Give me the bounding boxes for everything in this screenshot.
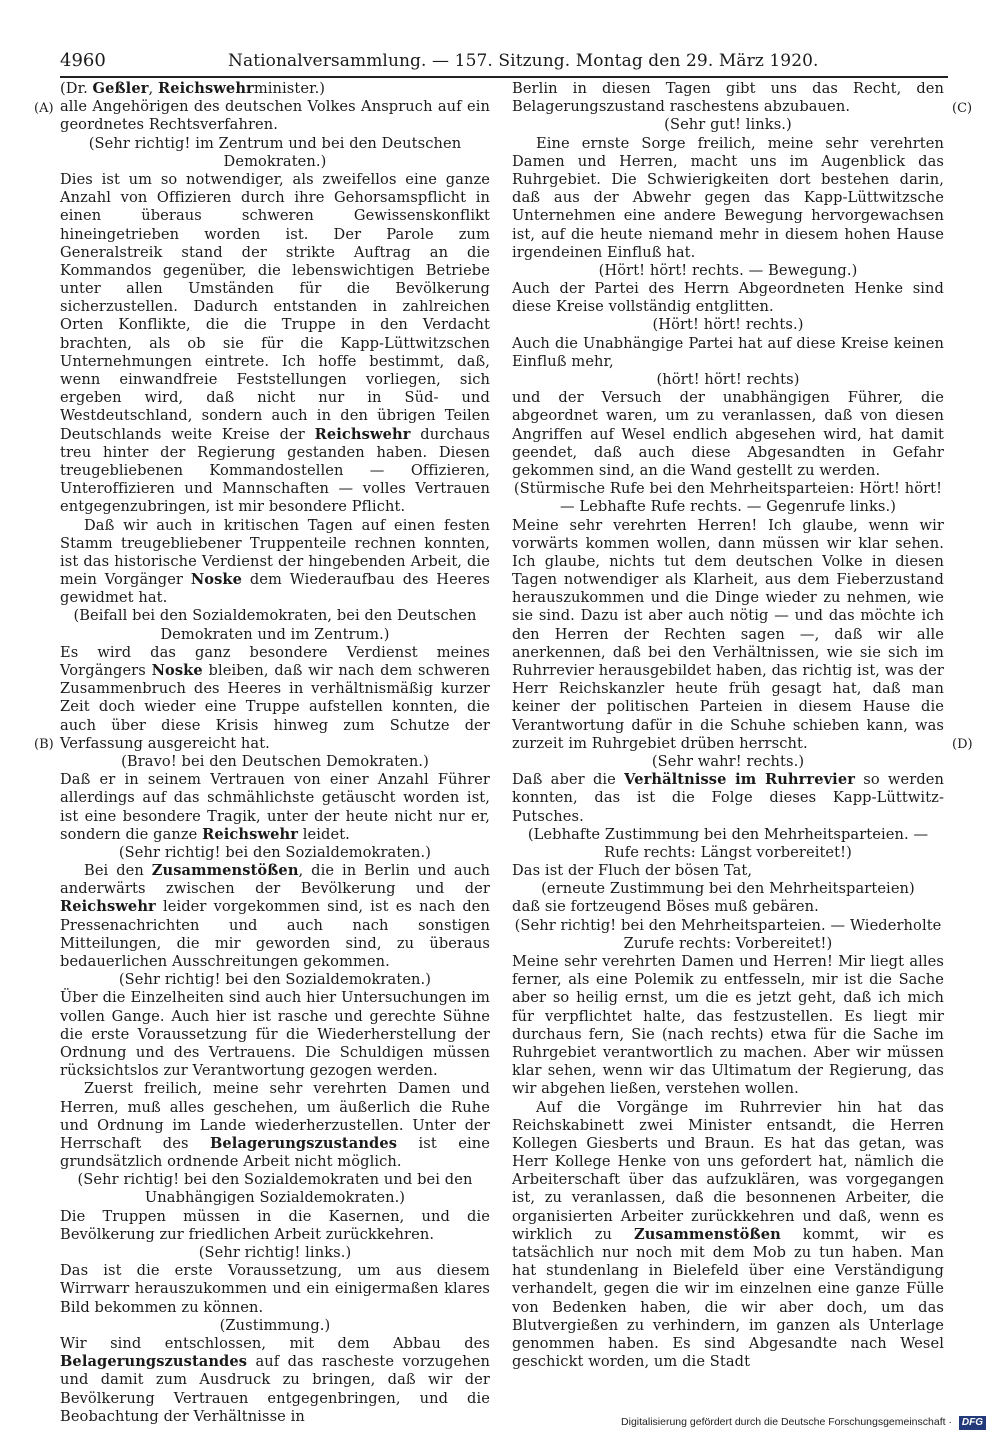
- quotation: daß sie fortzeugend Böses muß gebären.: [512, 898, 819, 916]
- credit-text: Digitalisierung gefördert durch die Deutsche Forschungsgemeinschaft: [621, 1416, 946, 1428]
- speaker-label: (Dr. Geßler, Reichswehrminister.): [60, 80, 326, 97]
- interjection: (Zustimmung.): [219, 1316, 331, 1334]
- paragraph: Über die Einzelheiten sind auch hier Untersuchungen im vollen Gange. Auch hier ist rasche und gerechte Sühne die erste Voraussetzung für die Wiederherstellung der Ordnung und des Vertrauens. Die Schuldigen müssen rücksichtslos zur Verantwortung gezogen werden.: [60, 989, 490, 1080]
- interjection: (hört! hört! rechts): [656, 371, 800, 388]
- header-rule: [60, 76, 948, 78]
- quotation: Das ist der Fluch der bösen Tat,: [512, 862, 753, 880]
- interjection: (Sehr richtig! bei den Mehrheitsparteien. — Wiederholte Zurufe rechts: Vorbereitet!): [514, 916, 942, 952]
- paragraph: Daß er in seinem Vertrauen von einer Anzahl Führer allerdings auf das schmählichste getäuscht worden ist, ist eine besondere Tragik, unter der heute nicht nur er, sondern die ganze Reichswehr leidet.: [60, 771, 490, 843]
- interjection: (Sehr wahr! rechts.): [651, 752, 805, 770]
- paragraph: Es wird das ganz besondere Verdienst meines Vorgängers Noske bleiben, daß wir nach dem schweren Zusammenbruch des Heeres in verhältnismäßig kurzer Zeit doch wieder eine Truppe aufstellen konnten, die auch über diese Krisis hinweg zum Schutze der Verfassung ausgereicht hat.: [60, 643, 490, 752]
- paragraph: Wir sind entschlossen, mit dem Abbau des Belagerungszustandes auf das rascheste vorzugehen und damit zum Ausdruck zu bringen, daß wir der Bevölkerung Vertrauen entgegenbringen, und die Beobachtung der Verhältnisse in: [60, 1334, 490, 1425]
- margin-marker-b: (B): [34, 737, 54, 752]
- margin-marker-a: (A): [34, 101, 54, 116]
- interjection: (Hört! hört! rechts. — Bewegung.): [598, 261, 858, 279]
- interjection: (Hört! hört! rechts.): [652, 316, 804, 334]
- paragraph: und der Versuch der unabhängigen Führer, die abgeordnet waren, um zu veranlassen, daß von diesen Angriffen auf Wesel endlich abgesehen wird, hat damit geendet, daß auch diese Abgesandten in Gefahr gekommen sind, an die Wand gestellt zu werden.: [512, 389, 944, 479]
- paragraph: Eine ernste Sorge freilich, meine sehr verehrten Damen und Herren, macht uns im Augenblick das Ruhrgebiet. Die Schwierigkeiten dort bestehen darin, daß aus der Abwehr gegen das Kapp-Lüttwitzsche Unternehmen eine andere Bewegung hervorgewachsen ist, auf die heute niemand mehr in diesem hohen Hause irgendeinen Einfluß hat.: [512, 134, 944, 261]
- interjection: (Sehr gut! links.): [664, 116, 792, 134]
- paragraph: Meine sehr verehrten Herren! Ich glaube, wenn wir vorwärts kommen wollen, dann müssen wir klar sehen. Ich glaube, nichts tut dem deutschen Volke in diesen Tagen notwendiger als Klarheit, aus dem Fieberzustand herauszukommen und die Dinge wieder zu nehmen, wie sie sind. Dazu ist aber auch nötig — und das möchte ich den Herren der Rechten sagen —, daß wir alle anerkennen, daß bei den Verhältnissen, wie sie sich im Ruhrrevier herausgebildet haben, das richtig ist, was der Herr Reichskanzler heute früh gesagt hat, daß man keiner der politischen Parteien in diesem Hause die Verantwortung dafür in die Schuhe schieben kann, was zurzeit im Ruhrgebiet drüben herrscht.: [512, 516, 944, 752]
- margin-marker-c: (C): [952, 101, 973, 116]
- paragraph: Die Truppen müssen in die Kasernen, und die Bevölkerung zur friedlichen Arbeit zurückkehren.: [60, 1207, 490, 1243]
- interjection: (Sehr richtig! bei den Sozialdemokraten.): [118, 971, 432, 989]
- paragraph: alle Angehörigen des deutschen Volkes Anspruch auf ein geordnetes Rechtsverfahren.: [60, 98, 490, 134]
- interjection: (Sehr richtig! im Zentrum und bei den Deutschen Demokraten.): [88, 134, 462, 170]
- digitization-credit: Digitalisierung gefördert durch die Deutsche Forschungsgemeinschaft · DFG: [621, 1414, 986, 1430]
- interjection: (Bravo! bei den Deutschen Demokraten.): [121, 752, 429, 770]
- paragraph: Daß wir auch in kritischen Tagen auf einen festen Stamm treugebliebener Truppenteile rechnen konnten, ist das historische Verdienst der hingebenden Arbeit, die mein Vorgänger Noske dem Wiederaufbau des Heeres gewidmet hat.: [60, 516, 490, 607]
- interjection: (Sehr richtig! links.): [198, 1244, 352, 1261]
- margin-marker-d: (D): [952, 737, 973, 752]
- paragraph: Meine sehr verehrten Damen und Herren! Mir liegt alles ferner, als eine Polemik zu entfesseln, mir ist die Sache aber so heilig ernst, um die es jetzt geht, daß ich mich für verpflichtet halte, das festzustellen. Es liegt mir durchaus fern, Sie (nach rechts) etwa für die Sache im Ruhrgebiet verantwortlich zu machen. Aber wir müssen klar sehen, wenn wir das Ultimatum der Regierung, das wir abgehen ließen, verstehen wollen.: [512, 953, 944, 1098]
- paragraph: Auch die Unabhängige Partei hat auf diese Kreise keinen Einfluß mehr,: [512, 334, 944, 370]
- paragraph: Daß aber die Verhältnisse im Ruhrrevier so werden konnten, das ist die Folge dieses Kapp-Lüttwitz-Putsches.: [512, 771, 945, 825]
- paragraph: Dies ist um so notwendiger, als zweifellos eine ganze Anzahl von Offizieren durch ihre Gehorsamspflicht in einen überaus schweren Gewissenskonflikt hineingetrieben worden ist. Der Parole zum Generalstreik stand der strikte Auftrag an die Kommandos gegenüber, die lebenswichtigen Betriebe unter allen Umständen für die Bevölkerung sicherzustellen. Dadurch entstanden in zahlreichen Orten Konflikte, die die Truppe in den Verdacht brachten, als ob sie für die Kapp-Lüttwitzschen Unternehmungen eintrete. Ich hoffe bestimmt, daß, wenn einwandfreie Feststellungen vorliegen, sich ergeben wird, daß nicht nur in Süd- und Westdeutschland, sondern auch in den übrigen Teilen Deutschlands weite Kreise der Reichswehr durchaus treu hinter der Regierung gestanden haben. Diesen treugebliebenen Kommandostellen — Offizieren, Unteroffizieren und Mannschaften — volles Vertrauen entgegenzubringen, ist mir besondere Pflicht.: [60, 170, 490, 516]
- interjection: (Stürmische Rufe bei den Mehrheitsparteien: Hört! hört! — Lebhafte Rufe rechts. — Gegenrufe links.): [513, 480, 943, 516]
- left-column: [60, 80, 490, 1426]
- paragraph: Auf die Vorgänge im Ruhrrevier hin hat das Reichskabinett zwei Minister entsandt, die Herren Kollegen Giesberts und Braun. Es hat das getan, was Herr Kollege Henke von uns gefordert hat, nämlich die Arbeiterschaft über das aufzuklären, was vorgegangen ist, zu veranlassen, daß die besonnenen Arbeiter, die organisierten Arbeiter zurückkehren und daß, wenn es wirklich zu Zusammenstößen kommt, wir es tatsächlich nur noch mit dem Mob zu tun haben. Man hat stundenlang in Bielefeld über eine Verständigung verhandelt, gegen die wir im einzelnen eine ganze Fülle von Bedenken haben, die wir aber doch, um das Blutvergießen zu verhindern, im ganzen als Unterlage genommen haben. Es sind Abgesandte nach Wesel geschickt worden, um die Stadt: [512, 1098, 944, 1371]
- paragraph: Bei den Zusammenstößen, die in Berlin und auch anderwärts zwischen der Bevölkerung und der Reichswehr leider vorgekommen sind, ist es nach den Pressenachrichten und auch nach sonstigen Mitteilungen, die mir geworden sind, zu überaus bedauerlichen Ausschreitungen gekommen.: [60, 862, 490, 970]
- paragraph: Das ist die erste Voraussetzung, um aus diesem Wirrwarr herauszukommen und ein einigermaßen klares Bild bekommen zu können.: [60, 1262, 490, 1316]
- interjection: (erneute Zustimmung bei den Mehrheitsparteien): [541, 880, 915, 898]
- page-number: 4960: [60, 50, 106, 71]
- interjection: (Lebhafte Zustimmung bei den Mehrheitsparteien. — Rufe rechts: Längst vorbereitet!): [527, 825, 929, 861]
- right-column: [512, 80, 944, 1371]
- interjection: (Sehr richtig! bei den Sozialdemokraten und bei den Unabhängigen Sozialdemokraten.): [77, 1171, 473, 1207]
- dfg-logo: DFG: [959, 1416, 986, 1430]
- paragraph: Auch der Partei des Herrn Abgeordneten Henke sind diese Kreise vollständig entglitten.: [512, 280, 944, 316]
- running-header-title: Nationalversammlung. — 157. Sitzung. Montag den 29. März 1920.: [228, 51, 819, 71]
- paragraph: Zuerst freilich, meine sehr verehrten Damen und Herren, muß alles geschehen, um äußerlich die Ruhe und Ordnung im Lande wiederherzustellen. Unter der Herrschaft des Belagerungszustandes ist eine grundsätzlich ordnende Arbeit nicht möglich.: [60, 1080, 490, 1171]
- interjection: (Sehr richtig! bei den Sozialdemokraten.): [118, 843, 432, 861]
- interjection: (Beifall bei den Sozialdemokraten, bei den Deutschen Demokraten und im Zentrum.): [73, 607, 477, 643]
- paragraph: Berlin in diesen Tagen gibt uns das Recht, den Belagerungszustand raschestens abzubauen.: [512, 80, 944, 116]
